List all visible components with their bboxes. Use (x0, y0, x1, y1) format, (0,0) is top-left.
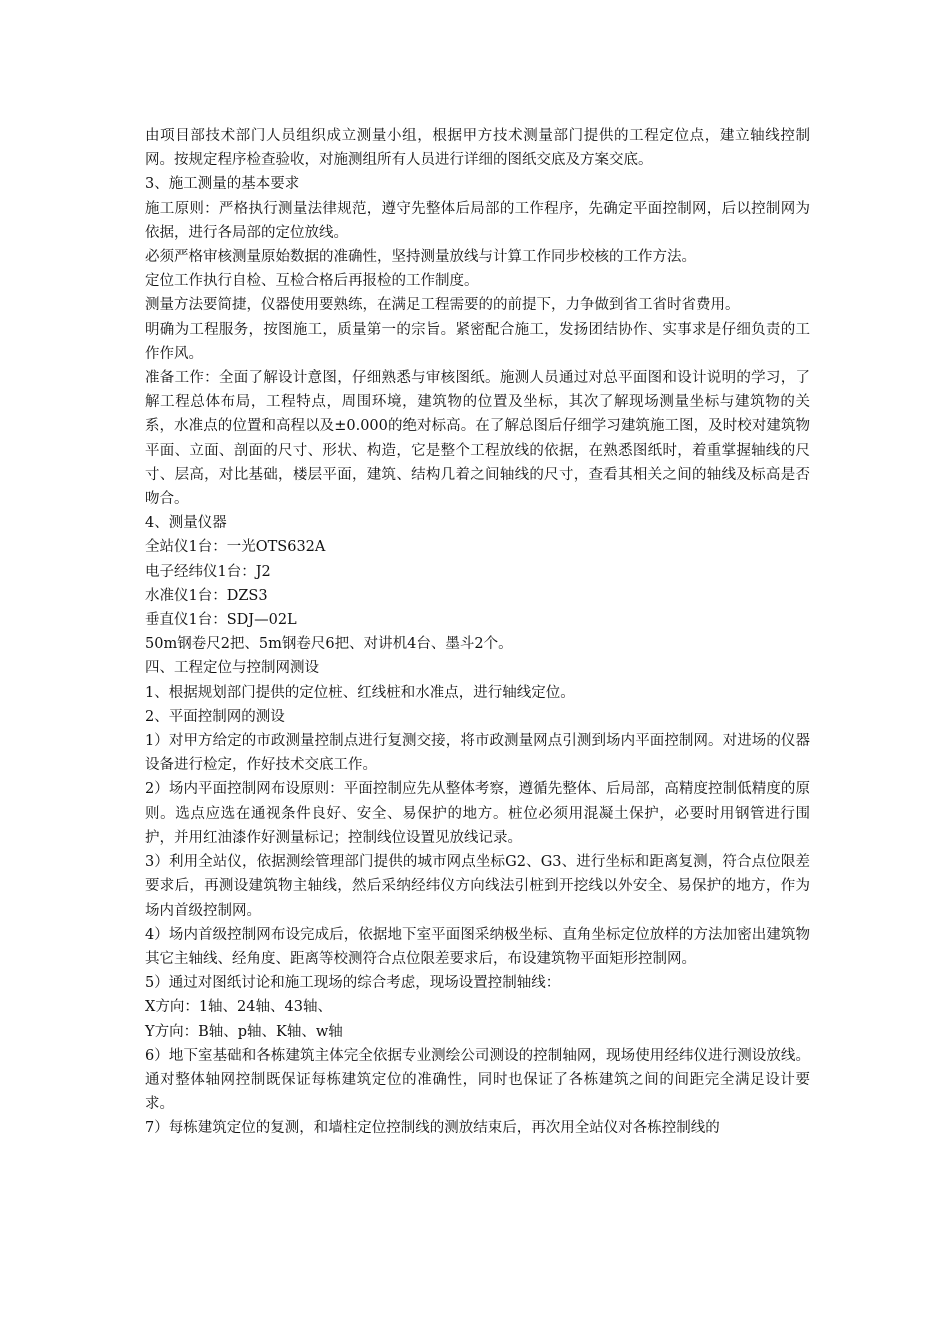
paragraph-y-axes: Y方向：B轴、p轴、K轴、w轴 (145, 1023, 343, 1040)
paragraph-step-3: 3）利用全站仪，依据测绘管理部门提供的城市网点坐标G2、G3、进行坐标和距离复测，符合点位限差要求后，再测设建筑物主轴线，然后采纳经纬仪方向线法引桩到开挖线以外安全、易保护的地方，作为场内首级控制网。 (145, 854, 810, 919)
paragraph-self-check: 定位工作执行自检、互检合格后再报检的工作制度。 (145, 273, 479, 290)
paragraph-step-2: 2）场内平面控制网布设原则：平面控制应先从整体考察，遵循先整体、后局部，高精度控制低精度的原则。选点应选在通视条件良好、安全、易保护的地方。桩位必须用混凝土保护，必要时用钢管进行围护，并用红油漆作好测量标记；控制线位设置见放线记录。 (145, 781, 810, 846)
heading-plane-control: 2、平面控制网的测设 (145, 708, 285, 725)
paragraph-axis-positioning: 1、根据规划部门提供的定位桩、红线桩和水准点，进行轴线定位。 (145, 684, 575, 701)
list-item-theodolite: 电子经纬仪1台：J2 (145, 563, 271, 580)
list-item-tools: 50m钢卷尺2把、5m钢卷尺6把、对讲机4台、墨斗2个。 (145, 636, 513, 653)
paragraph-service: 明确为工程服务，按图施工，质量第一的宗旨。紧密配合施工，发扬团结协作、实事求是仔细负责的工作作风。 (145, 321, 810, 362)
paragraph-measurement-team: 由项目部技术部门人员组织成立测量小组，根据甲方技术测量部门提供的工程定位点，建立轴线控制网。按规定程序检查验收，对施测组所有人员进行详细的图纸交底及方案交底。 (145, 128, 810, 169)
heading-positioning-network: 四、工程定位与控制网测设 (145, 660, 319, 677)
paragraph-x-axes: X方向：1轴、24轴、43轴、 (145, 999, 332, 1016)
paragraph-step-4: 4）场内首级控制网布设完成后，依据地下室平面图采纳极坐标、直角坐标定位放样的方法加密出建筑物其它主轴线、经角度、距离等校测符合点位限差要求后，布设建筑物平面矩形控制网。 (145, 926, 810, 967)
paragraph-step-6: 6）地下室基础和各栋建筑主体完全依据专业测绘公司测设的控制轴网，现场使用经纬仪进行测设放线。通对整体轴网控制既保证每栋建筑定位的准确性，同时也保证了各栋建筑之间的间距完全满足设计要求。 (145, 1047, 810, 1113)
list-item-level: 水准仪1台：DZS3 (145, 587, 268, 604)
paragraph-construction-principle: 施工原则：严格执行测量法律规范，遵守先整体后局部的工作程序，先确定平面控制网，后以控制网为依据，进行各局部的定位放线。 (145, 200, 810, 241)
heading-instruments: 4、测量仪器 (145, 515, 227, 532)
list-item-plumb: 垂直仪1台：SDJ—02L (145, 612, 297, 629)
list-item-total-station: 全站仪1台：一光OTS632A (145, 539, 326, 556)
document-body (145, 124, 810, 1141)
heading-basic-requirements: 3、施工测量的基本要求 (145, 176, 300, 193)
paragraph-step-7: 7）每栋建筑定位的复测，和墙柱定位控制线的测放结束后，再次用全站仪对各栋控制线的 (145, 1120, 720, 1137)
paragraph-preparation: 准备工作：全面了解设计意图，仔细熟悉与审核图纸。施测人员通过对总平面图和设计说明的学习，了解工程总体布局，工程特点，周围环境，建筑物的位置及坐标，其次了解现场测量坐标与建筑物的关系，水准点的位置和高程以及±0.000的绝对标高。在了解总图后仔细学习建筑施工图，及时校对建筑物平面、立面、剖面的尺寸、形状、构造，它是整个工程放线的依据，在熟悉图纸时，着重掌握轴线的尺寸、层高，对比基础，楼层平面，建筑、结构几着之间轴线的尺寸，查看其相关之间的轴线及标高是否吻合。 (145, 370, 810, 508)
paragraph-data-review: 必须严格审核测量原始数据的准确性，坚持测量放线与计算工作同步校核的工作方法。 (145, 249, 696, 266)
paragraph-step-5: 5）通过对图纸讨论和施工现场的综合考虑，现场设置控制轴线： (145, 975, 561, 992)
paragraph-step-1: 1）对甲方给定的市政测量控制点进行复测交接，将市政测量网点引测到场内平面控制网。对进场的仪器设备进行检定，作好技术交底工作。 (145, 733, 810, 774)
paragraph-method-simple: 测量方法要简捷，仪器使用要熟练，在满足工程需要的的前提下，力争做到省工省时省费用。 (145, 297, 740, 314)
